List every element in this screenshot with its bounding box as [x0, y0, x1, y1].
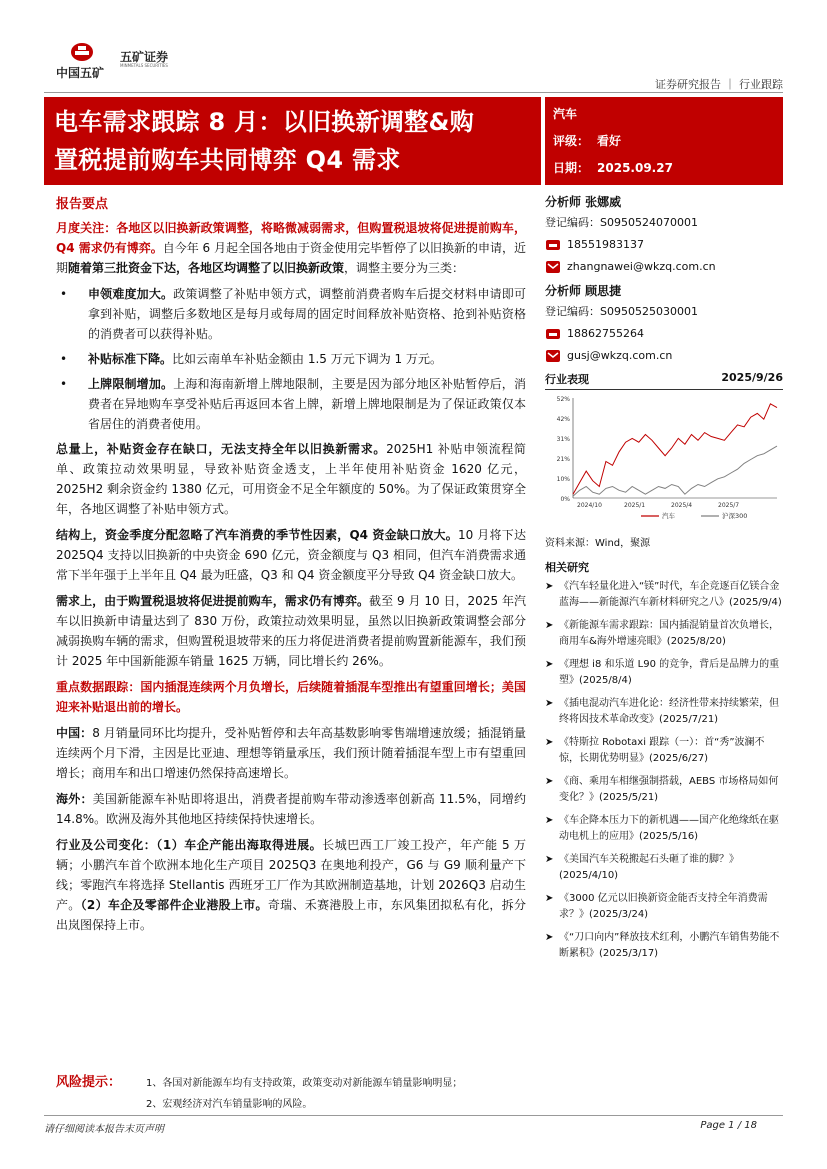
company-logo — [56, 40, 176, 82]
arrow-right-icon: ➤ — [545, 932, 554, 943]
bullet-text: 上海和海南新增上牌地限制，主要是因为部分地区补贴暂停后，消费者在异地购车享受补贴后再返回本省上牌，新增上牌地限制是为了保证政策仅本省居住的消费者使用。 — [88, 377, 526, 431]
arrow-right-icon: ➤ — [545, 698, 554, 709]
y-tick-label: 21% — [556, 456, 570, 463]
demand-bold: 需求上，由于购置税退坡将促进提前购车，需求仍有博弈。 — [56, 594, 370, 608]
related-item[interactable] — [545, 618, 783, 650]
risk-label: 风险提示： — [56, 1075, 122, 1090]
related-item-text: 《3000 亿元以旧换新资金能否支持全年消费需求？》(2025/3/24) — [559, 893, 768, 920]
arrow-right-icon: ➤ — [545, 815, 554, 826]
analyst-email[interactable]: gusj@wkzq.com.cn — [567, 349, 673, 362]
report-title-line2: 置税提前购车共同博弈 Q4 需求 — [54, 146, 401, 174]
china-text: 8 月销量同环比均提升，受补贴暂停和去年高基数影响零售端增速放缓；插混销量连续两个月下滑，主因是比亚迪、理想等销量承压，我们预计随着插混车型上市有望重回增长；商用车和出口增速仍然保持高速增长。 — [56, 726, 526, 780]
related-item-text: 《美国汽车关税搬起石头砸了谁的脚？》(2025/4/10) — [559, 854, 739, 881]
email-icon — [545, 349, 561, 363]
date-value: 2025.09.27 — [597, 161, 673, 175]
related-item-text: 《特斯拉 Robotaxi 跟踪（一）：首“秀”波澜不惊，长期优势明显》(2025/6/27) — [559, 737, 765, 764]
structure-bold: 结构上，资金季度分配忽略了汽车消费的季节性因素，Q4 资金缺口放大。 — [56, 528, 458, 542]
monthly-focus-highlight: 月度关注：各地区以旧换新政策调整，将略微减弱需求，但购置税退坡将促进提前购车，Q4 需求仍有博弈。 — [56, 221, 526, 255]
analyst-heading: 分析师 顾思捷 — [545, 284, 622, 298]
meta-band — [545, 97, 783, 185]
rating-value: 看好 — [597, 134, 622, 148]
analyst-phone: 18551983137 — [567, 238, 644, 251]
arrow-right-icon: ➤ — [545, 776, 554, 787]
x-tick-label: 2025/7 — [718, 502, 740, 509]
x-tick-label: 2025/1 — [624, 502, 646, 509]
bullet-bold: 申领难度加大。 — [88, 287, 174, 301]
total-text: 2025H1 补贴申领流程简单、政策拉动效果明显，导致补贴资金透支，上半年使用补贴资金 1620 亿元， 2025H2 剩余资金约 1380 亿元，可用资金不足全年额度的 50%。为了保证政策贯穿全年，各地区调整了补贴申领方式。 — [56, 442, 526, 516]
arrow-right-icon: ➤ — [545, 854, 554, 865]
demand-text: 截至 9 月 10 日，2025 年汽车以旧换新申请量达到了 830 万份，政策拉动效果明显，虽然以旧换新政策调整会部分减弱换购车辆的需求，但购置税退坡带来的压力将促进消费者提前购置新能源车，我们预计 2025 年中国新能源车销量 1625 万辆，同比增长约 26%。 — [56, 594, 526, 668]
bullet-text: 政策调整了补贴申领方式，调整前消费者购车后提交材料申请即可拿到补贴，调整后多数地区是每月或每周的固定时间释放补贴资格、抢到补贴资格的消费者可以获得补贴。 — [88, 287, 526, 341]
related-item[interactable] — [545, 813, 783, 845]
minmetals-emblem-icon — [70, 40, 94, 62]
related-item-text: 《商、乘用车相继强制搭载，AEBS 市场格局如何变化？》(2025/5/21) — [559, 776, 779, 803]
related-item-text: 《新能源车需求跟踪：国内插混销量首次负增长，商用车&海外增速亮眼》(2025/8/20) — [559, 620, 779, 647]
bullet-item — [56, 374, 526, 434]
bullet-bold: 上牌限制增加。 — [88, 377, 174, 391]
related-item-text: 《插电混动汽车进化论：经济性带来持续繁荣，但终将因技术革命改变》(2025/7/21) — [559, 698, 779, 725]
date-row — [553, 155, 783, 182]
total-bold: 总量上，补贴资金存在缺口，无法支持全年以旧换新需求。 — [56, 442, 387, 456]
arrow-right-icon: ➤ — [545, 581, 554, 592]
monthly-focus-paragraph — [56, 218, 526, 278]
y-tick-label: 52% — [556, 396, 570, 403]
chart-date: 2025/9/26 — [721, 371, 783, 384]
y-tick-label: 0% — [560, 496, 570, 503]
related-item[interactable] — [545, 696, 783, 728]
demand-paragraph — [56, 591, 526, 671]
securities-name: 五矿证券 — [120, 50, 169, 64]
email-icon — [545, 260, 561, 274]
x-tick-label: 2025/4 — [671, 502, 693, 509]
related-item[interactable] — [545, 852, 783, 884]
chart-header — [545, 371, 783, 390]
monthly-focus-text-c: ，调整主要分为三类： — [344, 261, 465, 275]
related-item[interactable] — [545, 735, 783, 767]
overseas-paragraph — [56, 789, 526, 829]
risk-item-1: 1、各国对新能源车均有支持政策，政策变动对新能源车销量影响明显； — [146, 1078, 463, 1089]
china-paragraph — [56, 723, 526, 783]
related-item-text: 《车企降本压力下的新机遇——国产化绝缘纸在驱动电机上的应用》(2025/5/16) — [559, 815, 779, 842]
title-band — [44, 97, 541, 185]
structure-paragraph — [56, 525, 526, 585]
arrow-right-icon: ➤ — [545, 893, 554, 904]
analyst-block — [545, 282, 783, 363]
structure-text: 10 月将下达 2025Q4 支持以旧换新的中央资金 690 亿元，资金额度与 Q3 相同，但汽车消费需求通常下半年强于上半年且 Q4 最为旺盛，Q3 和 Q4 资金额度平分导致 Q4 资金缺口放大。 — [56, 528, 526, 582]
related-item[interactable] — [545, 930, 783, 962]
industry-performance-chart — [545, 390, 783, 526]
x-tick-label: 2024/10 — [577, 502, 602, 509]
overseas-text: 美国新能源车补贴即将退出，消费者提前购车带动渗透率创新高 11.5%，同增约 14.8%。欧洲及海外其他地区持续保持快速增长。 — [56, 792, 526, 826]
monthly-focus-text-b: 随着第三批资金下达，各地区均调整了以旧换新政策 — [68, 261, 345, 275]
key-data-paragraph — [56, 677, 526, 717]
analyst-heading: 分析师 张娜威 — [545, 195, 622, 209]
y-tick-label: 10% — [556, 476, 570, 483]
securities-subname: MINMETALS SECURITIES — [120, 63, 168, 68]
analyst-phone: 18862755264 — [567, 327, 644, 340]
related-item-text: 《汽车轻量化进入“镁”时代，车企竞逐百亿镁合金蓝海——新能源汽车新材料研究之八》(2025/9/4) — [559, 581, 782, 608]
analyst-reg: 登记编码：S0950525030001 — [545, 305, 698, 318]
legend-label: 汽车 — [662, 512, 675, 520]
sidebar-column — [545, 193, 783, 969]
group-name: 中国五矿 — [56, 66, 105, 80]
rating-label: 评级： — [553, 134, 590, 148]
related-list — [545, 579, 783, 962]
overseas-bold: 海外： — [56, 792, 93, 806]
bullet-dot-icon: • — [60, 377, 68, 391]
related-heading: 相关研究 — [545, 561, 589, 574]
industry-changes-bold-2: （2）车企及零部件企业港股上市。 — [80, 898, 268, 912]
total-paragraph — [56, 439, 526, 519]
bullet-text: 比如云南单车补贴金额由 1.5 万元下调为 1 万元。 — [172, 352, 442, 366]
analyst-email-row — [545, 349, 783, 363]
analyst-phone-row — [545, 327, 783, 341]
bullet-dot-icon: • — [60, 352, 68, 366]
bullet-bold: 补贴标准下降。 — [88, 352, 173, 366]
industry-changes-paragraph — [56, 835, 526, 935]
risk-item-2: 2、宏观经济对汽车销量影响的风险。 — [146, 1099, 313, 1110]
analyst-email[interactable]: zhangnawei@wkzq.com.cn — [567, 260, 716, 273]
related-item[interactable] — [545, 774, 783, 806]
y-tick-label: 31% — [556, 436, 570, 443]
bullet-dot-icon: • — [60, 287, 68, 301]
legend-label: 沪深300 — [722, 512, 748, 520]
report-title-line1: 电车需求跟踪 8 月：以旧换新调整&购 — [54, 108, 475, 136]
summary-column — [56, 193, 526, 941]
chart-title: 行业表现 — [545, 373, 589, 386]
analyst-phone-row — [545, 238, 783, 252]
bullet-item — [56, 349, 526, 369]
related-item[interactable] — [545, 657, 783, 689]
arrow-right-icon: ➤ — [545, 737, 554, 748]
analyst-email-row — [545, 260, 783, 274]
series-line-auto — [573, 404, 777, 494]
footer-divider — [44, 1115, 783, 1116]
industry: 汽车 — [553, 107, 578, 121]
report-type: 证券研究报告 ｜ 行业跟踪 — [655, 78, 783, 91]
phone-icon — [545, 327, 561, 341]
related-item-text: 《理想 i8 和乐道 L90 的竞争，背后是品牌力的重塑》(2025/8/4) — [559, 659, 780, 686]
industry-changes-text-2: 奇瑞、禾赛港股上市，东风集团拟私有化，拆分出岚图保持上市。 — [56, 898, 526, 932]
phone-icon — [545, 238, 561, 252]
arrow-right-icon: ➤ — [545, 620, 554, 631]
industry-changes-text-1: 长城巴西工厂竣工投产，年产能 5 万辆；小鹏汽车首个欧洲本地化生产项目 2025Q3 在奥地利投产，G6 与 G9 顺利量产下线；零跑汽车将选择 Stellantis 西班牙工厂作为其欧洲制造基地，计划 2026Q3 启动生产。 — [56, 838, 526, 912]
footer-disclaimer: 请仔细阅读本报告末页声明 — [44, 1124, 164, 1135]
footer-page: Page 1 / 18 — [700, 1120, 757, 1131]
related-item[interactable] — [545, 579, 783, 611]
chart-source: 资料来源：Wind，聚源 — [545, 538, 651, 549]
date-label: 日期： — [553, 161, 590, 175]
key-data-highlight: 重点数据跟踪：国内插混连续两个月负增长，后续随着插混车型推出有望重回增长；美国迎来补贴退出前的增长。 — [56, 680, 526, 714]
analyst-reg: 登记编码：S0950524070001 — [545, 216, 698, 229]
related-item-text: 《“刀口向内”释放技术红利，小鹏汽车销售势能不断累积》(2025/3/17) — [559, 932, 780, 959]
analyst-block — [545, 193, 783, 274]
bullet-item — [56, 284, 526, 344]
arrow-right-icon: ➤ — [545, 659, 554, 670]
china-bold: 中国： — [56, 726, 93, 740]
industry-changes-bold: 行业及公司变化： — [56, 838, 157, 852]
related-item[interactable] — [545, 891, 783, 923]
header-divider — [44, 92, 783, 93]
summary-heading: 报告要点 — [56, 197, 109, 212]
monthly-focus-text-a: 自今年 6 月起全国各地由于资金使用完毕暂停了以旧换新的申请，近期 — [56, 241, 527, 275]
industry-changes-bold-1: （1）车企产能出海取得进展。 — [156, 838, 323, 852]
y-tick-label: 42% — [556, 416, 570, 423]
rating-row — [553, 128, 783, 155]
